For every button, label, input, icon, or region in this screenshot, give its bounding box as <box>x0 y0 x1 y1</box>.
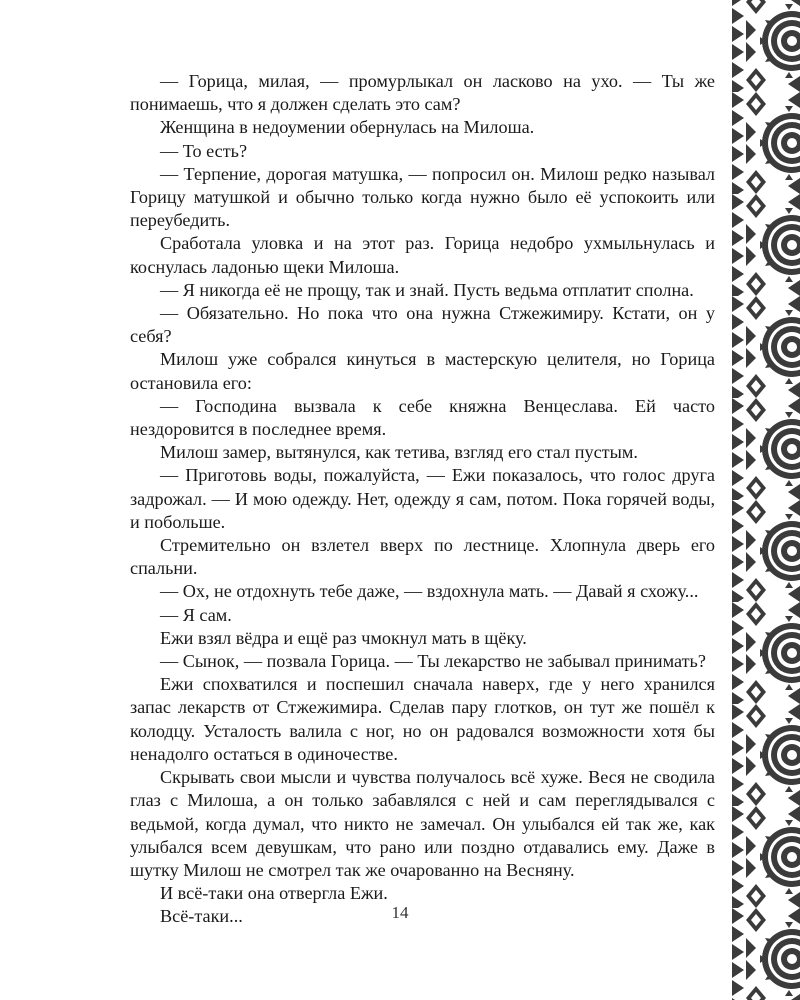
paragraph: — То есть? <box>160 140 248 161</box>
main-text <box>130 70 715 929</box>
paragraph: Стремительно он взлетел вверх по лестнице. Хлопнула дверь его спальни. <box>130 535 715 579</box>
paragraph: Ежи взял вёдра и ещё раз чмокнул мать в щёку. <box>160 627 527 648</box>
paragraph: — Я никогда её не прощу, так и знай. Пусть ведьма отплатит сполна. <box>160 279 694 300</box>
paragraph: — Терпение, дорогая матушка, — попросил он. Милош редко называл Горицу матушкой и обычно только когда нужно было её успокоить или переубедить. <box>130 163 715 231</box>
paragraph: — Горица, милая, — промурлыкал он ласково на ухо. — Ты же понимаешь, что я должен сделать это сам? <box>130 71 715 115</box>
paragraph: Всё-таки... <box>160 906 243 927</box>
paragraph: Скрывать свои мысли и чувства получалось всё хуже. Веся не сводила глаз с Милоша, а он только забавлялся с ней и сам переглядывался с ведьмой, когда думал, что никто не замечал. Он улыбался ей так же, как улыбался всем девушкам, что рано или поздно отдавались ему. Даже в шутку Милош не смотрел так же очарованно на Весняну. <box>130 767 715 880</box>
paragraph: — Приготовь воды, пожалуйста, — Ежи показалось, что голос друга задрожал. — И мою одежду. Нет, одежду я сам, потом. Пока горячей воды, и побольше. <box>130 465 715 532</box>
paragraph: — Обязательно. Но пока что она нужна Стжежимиру. Кстати, он у себя? <box>130 303 715 347</box>
paragraph: Сработала уловка и на этот раз. Горица недобро ухмыльнулась и коснулась ладонью щеки Милоша. <box>130 233 715 277</box>
page-number: 14 <box>391 903 409 922</box>
paragraph: — Сынок, — позвала Горица. — Ты лекарство не забывал принимать? <box>160 651 706 672</box>
paragraph: Женщина в недоумении обернулась на Милоша. <box>160 117 535 138</box>
paragraph: — Я сам. <box>160 604 232 625</box>
paragraph: И всё-таки она отвергла Ежи. <box>160 883 388 904</box>
paragraph: Милош уже собрался кинуться в мастерскую целителя, но Горица остановила его: <box>130 349 715 393</box>
paragraph: Милош замер, вытянулся, как тетива, взгляд его стал пустым. <box>160 442 638 463</box>
ornament-border <box>732 0 800 1000</box>
paragraph: — Господина вызвала к себе княжна Венцеслава. Ей часто нездоровится в последнее время. <box>130 395 715 440</box>
paragraph: — Ох, не отдохнуть тебе даже, — вздохнула мать. — Давай я схожу... <box>160 581 699 602</box>
paragraph: Ежи спохватился и поспешил сначала наверх, где у него хранился запас лекарств от Стжежимира. Сделав пару глотков, он тут же пошёл к колодцу. Усталость валила с ног, но он радовался возможности хотя бы ненадолго остаться в одиночестве. <box>130 674 715 764</box>
